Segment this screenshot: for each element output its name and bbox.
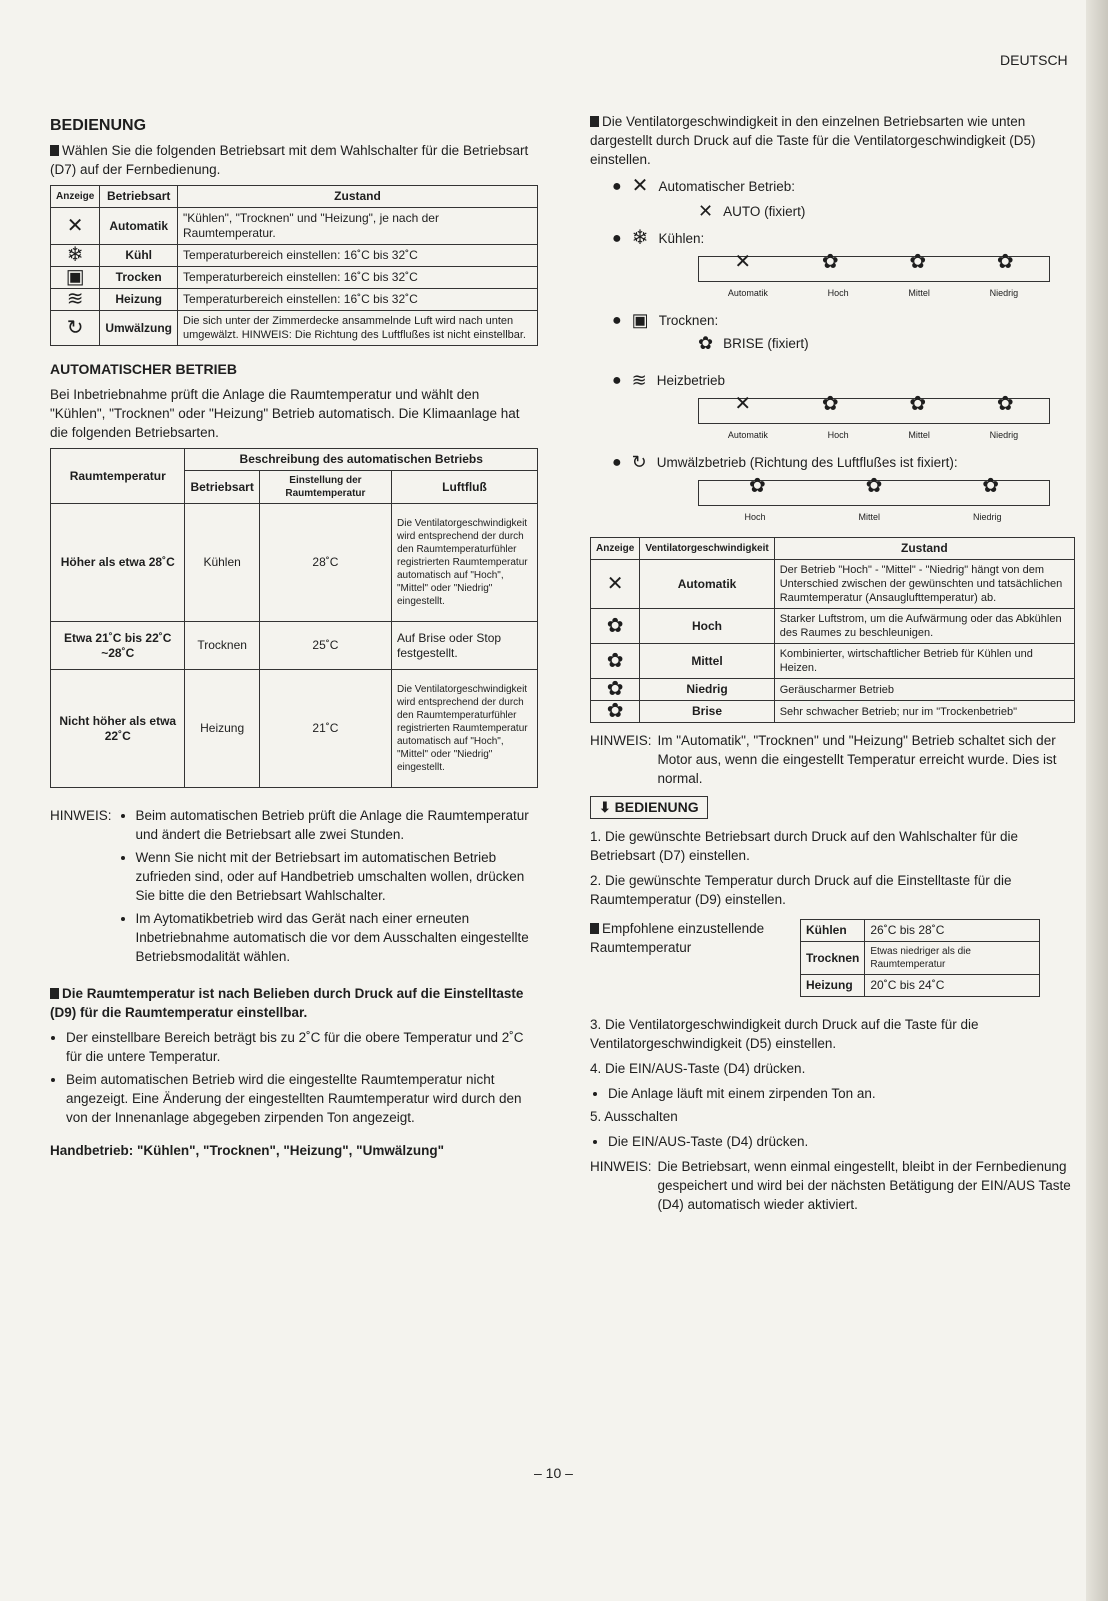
- snowflake-icon: ❄: [631, 227, 649, 249]
- table-row: ↻ Umwälzung Die sich unter der Zimmerdecke ansammelnde Luft wird nach unten umgewälzt. HINWEIS: Die Richtung des Luftflußes ist nicht einstellbar.: [51, 311, 538, 346]
- table-row: ▣ Trocken Temperaturbereich einstellen: 16˚C bis 32˚C: [51, 267, 538, 289]
- auto-icon: ✕: [734, 393, 752, 415]
- table-row: ✿ Mittel Kombinierter, wirtschaftlicher Betrieb für Kühlen und Heizen.: [591, 644, 1075, 679]
- heiz-sequence: [698, 393, 1050, 424]
- page-edge-shadow: [1086, 0, 1108, 1601]
- list-item: • Im Aytomatikbetrieb wird das Gerät nach einer erneuten Inbetriebnahme automatisch die vor dem Ausschalten eingestellte Betriebsmodalität wählen.: [136, 909, 538, 966]
- mode-table: [50, 185, 538, 346]
- recommended-temp: Empfohlene einzustellende Raumtemperatur Kühlen 26˚C bis 28˚C Trocknen Etwas niedriger als die Raumtemperatur Heizung 20˚C bis 24˚C: [590, 919, 1075, 997]
- auto-line: ● ✕ Automatischer Betrieb:: [612, 175, 795, 197]
- step-1: 1. Die gewünschte Betriebsart durch Druck auf den Wahlschalter für die Betriebsart (D7) einstellen.: [590, 829, 1018, 863]
- table-row: Etwa 21˚C bis 22˚C ~28˚C Trocknen 25˚C Auf Brise oder Stop festgestellt.: [51, 622, 538, 670]
- raum-title: Die Raumtemperatur ist nach Belieben durch Druck auf die Einstelltaste (D9) für die Raumtemperatur einstellbar.: [50, 986, 524, 1020]
- list-item: • Die Anlage läuft mit einem zirpenden Ton an.: [608, 1084, 1075, 1103]
- auto-text: Bei Inbetriebnahme prüft die Anlage die Raumtemperatur und wählt den "Kühlen", "Trocknen" oder "Heizung" Betrieb automatisch. Die Klimaanlage hat die folgenden Betriebsarten.: [50, 387, 520, 440]
- kuhl-sequence: [698, 251, 1050, 282]
- snowflake-icon: ❄: [51, 245, 100, 267]
- fan-icon: ✿: [982, 475, 1000, 497]
- fan-icon: ✿: [909, 251, 927, 273]
- heiz-line: ● ≋ Heizbetrieb: [612, 370, 726, 390]
- square-bullet-icon: [50, 988, 59, 999]
- fan-table: Anzeige Ventilatorgeschwindigkeit Zustand ✕ Automatik Der Betrieb "Hoch" - "Mittel" - "Niedrig" hängt von dem Unterschied zwischen der gewünschten und tatsächlichen Raumtemperatur (Ansauglufttemperatur) ab. ✿ Hoch Starker Luftstrom, um die Aufwärmung oder das Abkühlen des Raumes zu beschleunigen. ✿ Mittel Kombinierter, wirtschaftlicher Betrieb für Kühlen und Heizen. ✿ Niedrig Geräuscharmer Betrieb ✿ Brise Sehr schwacher Betrieb; nur im "Trockenbetrieb": [590, 537, 1075, 723]
- auto-icon: ✕: [698, 201, 714, 221]
- fan-intro: Die Ventilatorgeschwindigkeit in den einzelnen Betriebsarten wie unten dargestellt durch Druck auf die Taste für die Ventilatorgeschwindigkeit (D5) einstellen.: [590, 114, 1036, 167]
- bullet-icon: ●: [612, 372, 622, 389]
- fan-icon: ✿: [748, 475, 766, 497]
- list-item: • Die EIN/AUS-Taste (D4) drücken.: [608, 1132, 1075, 1151]
- list-item: • Wenn Sie nicht mit der Betriebsart im automatischen Betrieb zufrieden sind, oder auf Handbetrieb umschalten wollen, drücken Sie bitte die den Betriebsart Wahlschalter.: [136, 848, 538, 905]
- hinweis-list: [118, 806, 538, 970]
- fan-medium-icon: ✿: [591, 644, 640, 679]
- fan-breeze-icon: ✿: [591, 701, 640, 723]
- table-row: ✕ Automatik "Kühlen", "Trocknen" und "Heizung", je nach der Raumtemperatur.: [51, 208, 538, 245]
- fan-high-icon: ✿: [591, 609, 640, 644]
- table-row: Trocknen Etwas niedriger als die Raumtemperatur: [801, 942, 1040, 975]
- recommended-temp-table: [800, 919, 1040, 997]
- right-column: [590, 112, 1075, 1214]
- heat-icon: ≋: [51, 289, 100, 311]
- table-row: Höher als etwa 28˚C Kühlen 28˚C Die Ventilatorgeschwindigkeit wird entsprechend der durch den Raumtemperaturfühler registrierten Raumtemperatur automatisch auf "Hoch", "Mittel" oder "Niedrig" eingestellt.: [51, 504, 538, 622]
- square-bullet-icon: [50, 145, 59, 156]
- kuhl-sequence-labels: Automatik Hoch Mittel Niedrig: [727, 288, 1019, 298]
- fan-icon: ✿: [865, 475, 883, 497]
- section-title-bedienung: BEDIENUNG: [50, 117, 147, 134]
- left-column: [50, 116, 538, 1166]
- list-item: • Beim automatischen Betrieb wird die eingestellte Raumtemperatur nicht angezeigt. Eine Änderung der eingestellten Raumtemperatur wird durch den von der Innenanlage abgegeben zirpenden Ton angezeigt.: [66, 1070, 538, 1127]
- table-row: Heizung 20˚C bis 24˚C: [801, 975, 1040, 997]
- trock-line: ● ▣ Trocknen:: [612, 310, 719, 330]
- fan-icon: ✿: [698, 333, 714, 353]
- bullet-icon: ●: [612, 178, 622, 195]
- square-bullet-icon: [590, 923, 599, 934]
- auto-table: Raumtemperatur Beschreibung des automatischen Betriebs Betriebsart Einstellung der Raumtemperatur Luftfluß Höher als etwa 28˚C Kühlen 28˚C Die Ventilatorgeschwindigkeit wird entsprechend der durch den Raumtemperaturfühler registrierten Raumtemperatur automatisch auf "Hoch", "Mittel" oder "Niedrig" eingestellt. Etwa 21˚C bis 22˚C ~28˚C Trocknen 25˚C Auf Brise oder Stop festgestellt. Nicht höher als etwa 22˚C Heizung 21˚C Die Ventilatorgeschwindigkeit wird entsprechend der durch den Raumtemperaturfühler registrierten Raumtemperatur automatisch auf "Hoch", "Mittel" oder "Niedrig" eingestellt.: [50, 448, 538, 788]
- step-5: 5. Ausschalten: [590, 1109, 678, 1124]
- umw-sequence-labels: Hoch Mittel Niedrig: [744, 512, 1002, 522]
- step-4: 4. Die EIN/AUS-Taste (D4) drücken.: [590, 1061, 806, 1076]
- table-row: ✕ Automatik Der Betrieb "Hoch" - "Mittel" - "Niedrig" hängt von dem Unterschied zwischen der gewünschten und tatsächlichen Raumtemperatur (Ansauglufttemperatur) ab.: [591, 560, 1075, 609]
- fan-icon: ✿: [996, 251, 1014, 273]
- auto-fixed-line: ✕ AUTO (fixiert): [698, 201, 806, 221]
- fan-icon: ✿: [821, 393, 839, 415]
- step-3: 3. Die Ventilatorgeschwindigkeit durch Druck auf die Taste für die Ventilatorgeschwindigkeit (D5) einstellen.: [590, 1017, 979, 1051]
- bullet-icon: ●: [612, 230, 622, 247]
- table-row: Nicht höher als etwa 22˚C Heizung 21˚C Die Ventilatorgeschwindigkeit wird entsprechend der durch den Raumtemperaturfühler registrierten Raumtemperatur automatisch auf "Hoch", "Mittel" oder "Niedrig" eingestellt.: [51, 670, 538, 788]
- raum-list: [50, 1028, 538, 1127]
- heiz-sequence-labels: Automatik Hoch Mittel Niedrig: [727, 430, 1019, 440]
- table-row: ✿ Hoch Starker Luftstrom, um die Aufwärmung oder das Abkühlen des Raumes zu beschleunigen.: [591, 609, 1075, 644]
- handbetrieb-title: Handbetrieb: "Kühlen", "Trocknen", "Heizung", "Umwälzung": [50, 1143, 444, 1158]
- dry-icon: ▣: [631, 310, 649, 330]
- auto-icon: ✕: [591, 560, 640, 609]
- fan-icon: ✿: [996, 393, 1014, 415]
- table-row: ✿ Niedrig Geräuscharmer Betrieb: [591, 679, 1075, 701]
- umw-line: ● ↻ Umwälzbetrieb (Richtung des Luftflußes ist fixiert):: [612, 452, 958, 472]
- umw-sequence: [698, 475, 1050, 506]
- auto-icon: ✕: [734, 251, 752, 273]
- arrow-down-icon: ⬇: [599, 799, 615, 815]
- circulation-icon: ↻: [51, 311, 100, 346]
- square-bullet-icon: [590, 116, 599, 127]
- fan-low-icon: ✿: [591, 679, 640, 701]
- fan-icon: ✿: [909, 393, 927, 415]
- fan-icon: ✿: [821, 251, 839, 273]
- heat-icon: ≋: [631, 370, 647, 390]
- page-number: – 10 –: [534, 1465, 573, 1481]
- auto-section-title: AUTOMATISCHER BETRIEB: [50, 361, 237, 377]
- step-2: 2. Die gewünschte Temperatur durch Druck auf die Einstelltaste für die Raumtemperatur (D9) einstellen.: [590, 873, 1012, 907]
- list-item: • Der einstellbare Bereich beträgt bis zu 2˚C für die obere Temperatur und 2˚C für die untere Temperatur.: [66, 1028, 538, 1066]
- auto-icon: ✕: [51, 208, 100, 245]
- bullet-icon: ●: [612, 454, 622, 471]
- table-row: Kühlen 26˚C bis 28˚C: [801, 920, 1040, 942]
- kuhl-line: ● ❄ Kühlen:: [612, 227, 705, 249]
- list-item: • Beim automatischen Betrieb prüft die Anlage die Raumtemperatur und ändert die Betriebsart alle zwei Stunden.: [136, 806, 538, 844]
- bullet-icon: ●: [612, 312, 622, 329]
- intro-text: Wählen Sie die folgenden Betriebsart mit dem Wahlschalter für die Betriebsart (D7) auf der Fernbedienung.: [50, 143, 529, 177]
- table-row: ≋ Heizung Temperaturbereich einstellen: 16˚C bis 32˚C: [51, 289, 538, 311]
- auto-icon: ✕: [631, 175, 649, 197]
- circulation-icon: ↻: [631, 452, 647, 472]
- brise-line: ✿ BRISE (fixiert): [698, 333, 809, 353]
- language-label: DEUTSCH: [1000, 52, 1068, 68]
- table-row: ✿ Brise Sehr schwacher Betrieb; nur im "Trockenbetrieb": [591, 701, 1075, 723]
- bedienung-box: ⬇ BEDIENUNG: [590, 796, 708, 819]
- table-row: ❄ Kühl Temperaturbereich einstellen: 16˚C bis 32˚C: [51, 245, 538, 267]
- hinweis-block: HINWEIS: • Beim automatischen Betrieb prüft die Anlage die Raumtemperatur und ändert die Betriebsart alle zwei Stunden. • Wenn Sie nicht mit der Betriebsart im automatischen Betrieb zufrieden sind, oder auf Handbetrieb umschalten wollen, drücken Sie bitte die den Betriebsart Wahlschalter. • Im Aytomatikbetrieb wird das Gerät nach einer erneuten Inbetriebnahme automatisch die vor dem Ausschalten eingestellte Betriebsmodalität wählen.: [50, 806, 538, 970]
- hinweis-block: HINWEIS: Im "Automatik", "Trocknen" und "Heizung" Betrieb schaltet sich der Motor aus, wenn die eingestellt Temperatur erreicht wurde. Dies ist normal.: [590, 733, 1057, 786]
- hinweis-block: HINWEIS: Die Betriebsart, wenn einmal eingestellt, bleibt in der Fernbedienung gespeichert und wird bei der nächsten Betätigung der EIN/AUS Taste (D4) automatisch wieder aktiviert.: [590, 1159, 1071, 1212]
- mode-table-header: Anzeige Betriebsart Zustand: [51, 186, 538, 208]
- dry-icon: ▣: [51, 267, 100, 289]
